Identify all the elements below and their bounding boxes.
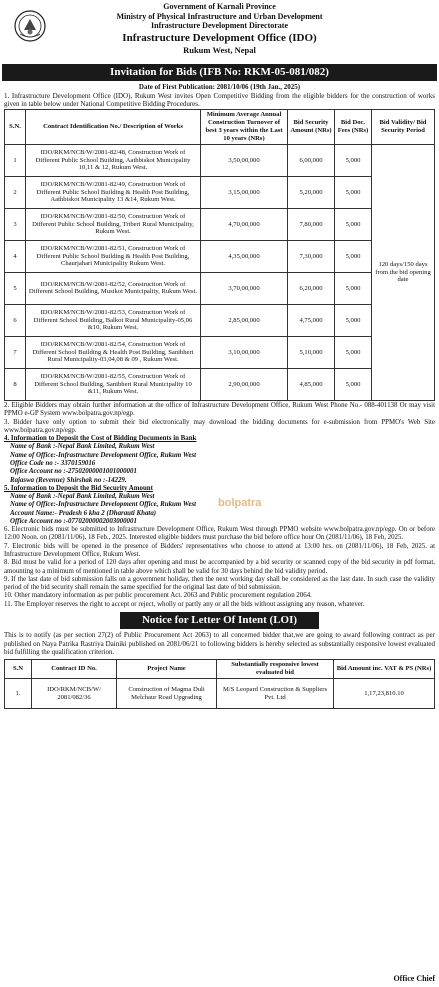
- col-validity: Bid Validity/ Bid Security Period: [372, 110, 435, 145]
- note-11: 11. The Employer reserves the right to accept or reject, wholly or partly any or all the bids without assigning any reason, whatever.: [4, 600, 365, 608]
- loi-table: [4, 659, 435, 709]
- table-row: 2 IDO/RKM/NCB/W/2081-82/49, Construction Work of Different Public School Building & Health Post Building, Aathbiskot Municipality 13 &14, Rukum West. 3,15,00,000 5,20,000 5,000: [5, 176, 435, 208]
- table-row: 8 IDO/RKM/NCB/W/2081-82/55, Construction Work of Different School Building, Sanibheri Rural Municipality 10 &11, Rukum West. 2,90,00,000 4,85,000 5,000: [5, 368, 435, 400]
- note-2: 2. Eligible Bidders may obtain further information at the office of Infrastructure Development Office, Rukum West Phone No.- 088-401138 Or may visit PPMO e-GP System www.bolpatra.gov.np/egp.: [4, 401, 435, 418]
- ministry-line: Ministry of Physical Infrastructure and Urban Development: [116, 11, 323, 21]
- table-row: 5 IDO/RKM/NCB/W/2081-82/52, Construction Work of Different School Building, Musikot Municipality, Rukum West. 3,70,00,000 6,20,000 5,000: [5, 272, 435, 304]
- note-3: 3. Bidder have only option to submit their bid electronically may download the bidding documents for e-submission from PPMO's Web Site www.bolpatra.gov.np/egp.: [4, 418, 435, 434]
- validity-cell: 120 days/150 days from the bid opening date: [372, 144, 435, 400]
- intro-paragraph: 1. Infrastructure Development Office (IDO), Rukum West invites Open Competitive Bidding from the eligible bidders for the construction of works given in table below under National Competitive Bidding Procedures.: [4, 91, 435, 108]
- security-info-line: Account Name:- Pradesh 6 kha 2 (Dharauti Khata): [10, 509, 157, 517]
- loi-table-row: 1. IDO/RKM/NCB/W/ 2081/082/36 Construction of Magma Duli Melchaur Road Upgrading M/S Leopard Construction & Suppliers Pvt. Ltd 1,17,23,810.10: [5, 679, 435, 709]
- table-row: 4 IDO/RKM/NCB/W/2081-82/51, Construction Work of Different Public School Building & Health Post Building, Chaurjahari Municipality Rukum West. 4,35,00,000 7,30,000 5,000: [5, 240, 435, 272]
- bank-info-line: Name of Bank :-Nepal Bank Limited, Rukum West: [10, 443, 155, 451]
- office-chief-signature: Office Chief: [393, 974, 435, 984]
- ifb-banner: Invitation for Bids (IFB No: RKM-05-081/082): [2, 64, 437, 81]
- table-row: 3 IDO/RKM/NCB/W/2081-82/50, Construction Work of Different Public School Building, Triberi Rural Municipality, Rukum West. 4,70,00,000 7,80,000 5,000: [5, 208, 435, 240]
- table-row: 1 IDO/RKM/NCB/W/2081-82/48, Construction Work of Different Public School Building, Aathbiskot Municipality 10,11 & 12, Rukum West. 3,50,00,000 6,00,000 5,000 120 days/150 days from the bid opening date: [5, 144, 435, 176]
- note-6: 6. Electronic bids must be submitted to Infrastructure Development Office, Rukum West through PPMO website www.bolpatra.gov.np/egp. On or before 12:00 Noon. on (2081/11/06), 18 Feb., 2025. Interested eligible bidders must purchase the bid before office hour On (2081/11/06), 18 Feb, 2025.: [4, 526, 435, 542]
- security-info-line: Name of Office:-Infrastructure Development Office, Rukum West: [10, 501, 197, 509]
- govt-line: Government of Karnali Province: [163, 2, 276, 11]
- bank-info-line: Name of Office:-Infrastructure Development Office, Rukum West: [10, 451, 197, 459]
- bank-info-line: Office Account no :-27502000001001000001: [10, 468, 137, 476]
- nepal-emblem-icon: [14, 10, 46, 42]
- col-description: Contract Identification No./ Description of Works: [26, 110, 201, 145]
- bank-info-line: Office Code no :- 3370159016: [10, 459, 96, 467]
- directorate-line: Infrastructure Development Directorate: [151, 21, 288, 31]
- loi-paragraph: This is to notify (as per section 27(2) of Public Procurement Act 2063) to all concerned bidder that,we are going to award following contract as per published on Naya Patrika Rastriya Dainiki published on 2081/06/21 to following bidders is hereby selected as substantially responsive lowest evaluated bid fulfilling the qualification criterion.: [4, 631, 435, 656]
- header: [0, 0, 439, 64]
- col-security: Bid Security Amount (NRs): [288, 110, 335, 145]
- note-9: 9. If the last date of bid submission falls on a government holiday, then the next working day shall be considered as the last date. In such case the validity period of the bid security shall remain the same specified for the original last date of bid submission.: [4, 575, 435, 592]
- col-turnover: Minimum Average Annual Construction Turnover of best 3 years within the Last 10 years (NRs): [201, 110, 288, 145]
- table-row: 6 IDO/RKM/NCB/W/2081-82/53, Construction Work of Different School Building, Balkot Rural Municipality-05,06 &10, Rukum West. 2,85,00,000 4,75,000 5,000: [5, 304, 435, 336]
- publication-date: Date of First Publication: 2081/10/06 (19th Jan., 2025): [138, 83, 301, 92]
- note-4-heading: 4. Information to Deposit the Cost of Bidding Documents in Bank: [4, 435, 197, 443]
- office-title: Infrastructure Development Office (IDO): [122, 31, 317, 44]
- col-fees: Bid Doc. Fees (NRs): [335, 110, 372, 145]
- bank-info-line: Rajaswa (Revenue) Shirshak no :-14229.: [10, 476, 127, 484]
- loi-banner: Notice for Letter Of Intent (LOI): [120, 612, 319, 629]
- note-10: 10. Other mandatory information as per public procurement Act. 2063 and Public procurement regulation 2064.: [4, 592, 312, 600]
- loi-table-header: S.N Contract ID No. Project Name Substantially responsive lowest evaluated bid Bid Amount inc. VAT & PS (NRs): [5, 660, 435, 679]
- note-7: 7. Electronic bids will be opened in the presence of Bidders' representatives who choose to attend at 13:00 hrs. on (2081/11/06), 18 Feb, 2025. at Infrastructure Development Office, Rukum West.: [4, 542, 435, 559]
- office-location: Rukum West, Nepal: [183, 44, 256, 55]
- security-info-line: Office Account no :-07702000002003000001: [10, 517, 137, 525]
- bid-table-header: [5, 110, 435, 145]
- bolpatra-watermark: bolpatra: [218, 497, 262, 509]
- security-info-line: Name of Bank :-Nepal Bank Limited, Rukum West: [10, 493, 155, 501]
- col-sn: S.N.: [5, 110, 26, 145]
- table-row: 7 IDO/RKM/NCB/W/2081-82/54, Construction Work of Different School Building & Health Post Building, Sanibheri Rural Municipality-03,04,08 & 09 , Rukum West. 3,10,00,000 5,10,000 5,000: [5, 336, 435, 368]
- note-8: 8. Bid must be valid for a period of 120 days after opening and must be accompanied by a bid security or scanned copy of the bid security in pdf format, amounting to a minimum of mentioned in table above which shall be valid for 30 days behind the bid validity period.: [4, 559, 435, 575]
- note-5-heading: 5. Information to Deposit the Bid Security Amount: [4, 484, 153, 492]
- bid-table: [4, 109, 435, 401]
